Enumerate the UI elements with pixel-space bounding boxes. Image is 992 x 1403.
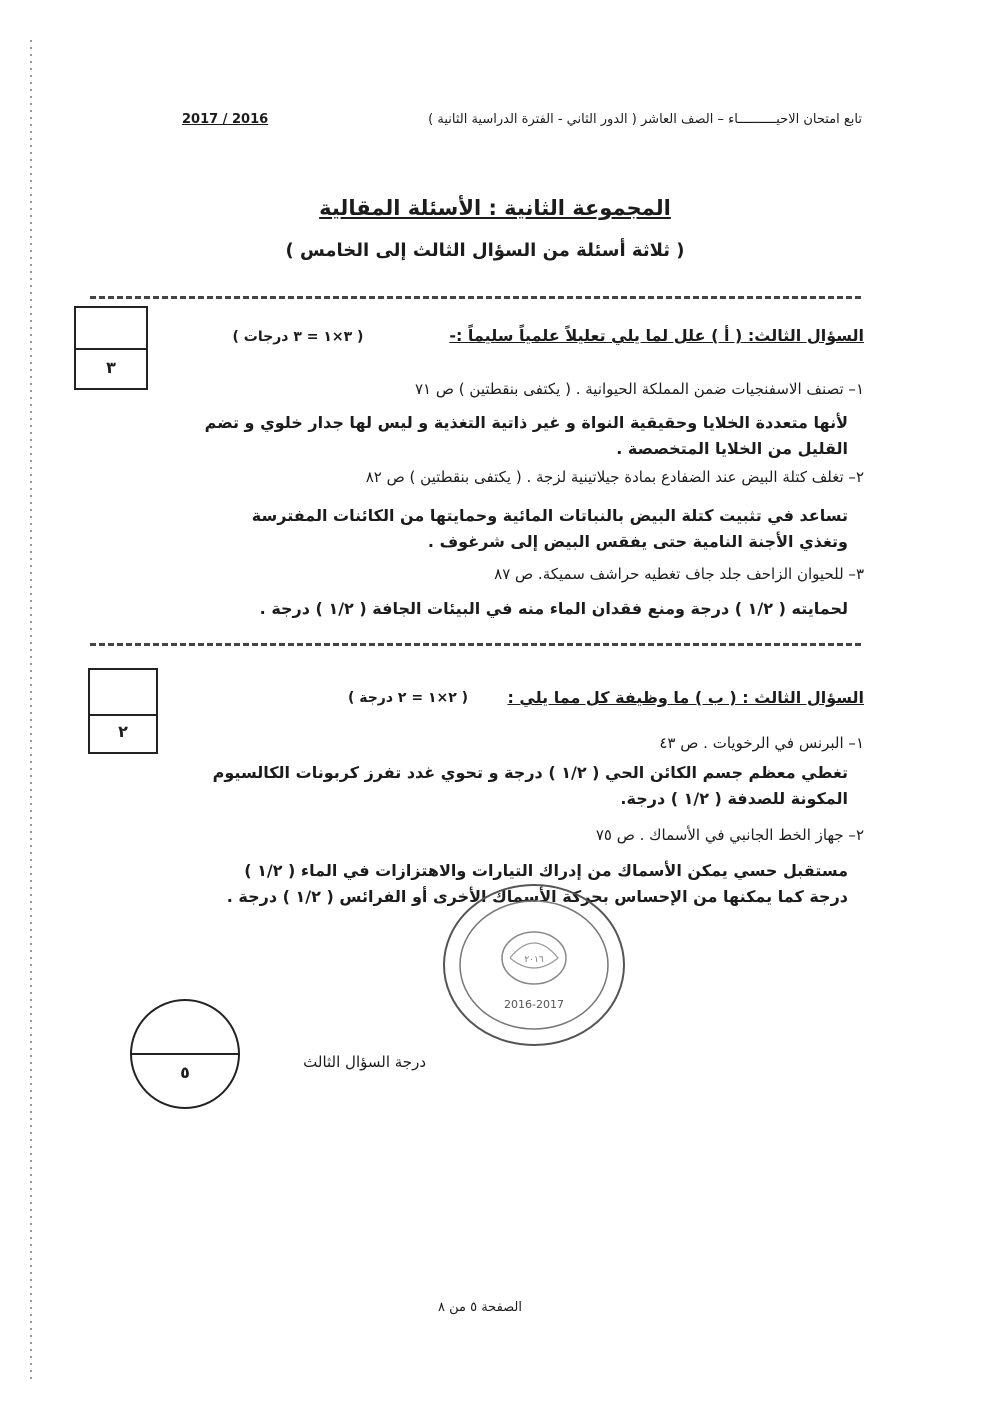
answer-line: القليل من الخلايا المتخصصة . [616,439,848,458]
score-box-value: ٣ [106,358,116,377]
answer-a3 [118,596,848,622]
question-b-title-text: السؤال الثالث : ( ب ) ما وظيفة كل مما يلي : [507,688,864,707]
question-a3: ٣– للحيوان الزاحف جلد جاف تغطيه حراشف سميكة. ص ٨٧ [494,565,864,583]
total-score-value: ٥ [180,1063,190,1082]
answer-line: وتغذي الأجنة النامية حتى يفقس البيض إلى شرغوف . [427,532,848,551]
page-number: الصفحة ٥ من ٨ [437,1300,522,1315]
question-b2: ٢– جهاز الخط الجانبي في الأسماك . ص ٧٥ [595,826,864,844]
answer-a2 [118,503,848,555]
answer-line: لحمايته ( ١/٢ ) درجة ومنع فقدان الماء منه في البيئات الجافة ( ١/٢ ) درجة . [259,599,848,618]
group-title: المجموعة الثانية : الأسئلة المقالية [319,196,671,220]
score-box-divider [90,714,156,716]
section-separator [90,296,862,299]
answer-line: درجة كما يمكنها من الإحساس بحركة الأسماك الأخرى أو الفرائس ( ١/٢ ) درجة . [226,887,848,906]
question-a-title-text: السؤال الثالث: ( أ ) علل لما يلي تعليلاً علمياً سليماً :- [449,326,864,345]
score-box-divider [76,348,146,350]
section-separator [90,643,862,646]
question-a-marks: ( ٣×١ = ٣ درجات ) [232,329,364,345]
stamp-inner: ٢٠١٦ [524,955,544,965]
exam-header-text: تابع امتحان الاحيــــــــــاء – الصف العاشر ( الدور الثاني - الفترة الدراسية الثانية ) [428,112,862,127]
answer-line: تغطي معظم جسم الكائن الحي ( ١/٢ ) درجة و تحوي غدد تفرز كربونات الكالسيوم [212,763,848,782]
score-box-value: ٢ [118,722,128,741]
left-margin-dots [30,40,32,1380]
question-b1: ١– البرنس في الرخويات . ص ٤٣ [659,734,864,752]
question-b-title [500,688,864,707]
total-score-label: درجة السؤال الثالث [303,1053,426,1071]
question-b-marks: ( ٢×١ = ٢ درجة ) [347,690,469,706]
answer-line: لأنها متعددة الخلايا وحقيقية النواة و غير ذاتية التغذية و ليس لها جدار خلوي و تضم [204,413,848,432]
answer-b1 [98,760,848,812]
score-box-b [88,668,158,754]
question-a-title [380,326,864,345]
question-a1: ١– تصنف الاسفنجيات ضمن المملكة الحيوانية . ( يكتفى بنقطتين ) ص ٧١ [415,380,864,398]
answer-line: تساعد في تثبيت كتلة البيض بالنباتات المائية وحمايتها من الكائنات المفترسة [251,506,848,525]
score-box-a [74,306,148,390]
exam-year: 2017 / 2016 [182,112,269,127]
answer-line: مستقبل حسي يمكن الأسماك من إدراك التيارات والاهتزازات في الماء ( ١/٢ ) [244,861,848,880]
total-score-divider [132,1053,238,1055]
group-subtitle: ( ثلاثة أسئلة من السؤال الثالث إلى الخامس ) [285,240,685,261]
question-a2: ٢– تغلف كتلة البيض عند الضفادع بمادة جيلاتينية لزجة . ( يكتفى بنقطتين ) ص ٨٢ [365,468,864,486]
stamp-year: 2016-2017 [504,998,564,1011]
answer-line: المكونة للصدفة ( ١/٢ ) درجة. [620,789,848,808]
official-stamp [438,880,630,1050]
total-score-circle [130,999,240,1109]
answer-a1 [118,410,848,462]
